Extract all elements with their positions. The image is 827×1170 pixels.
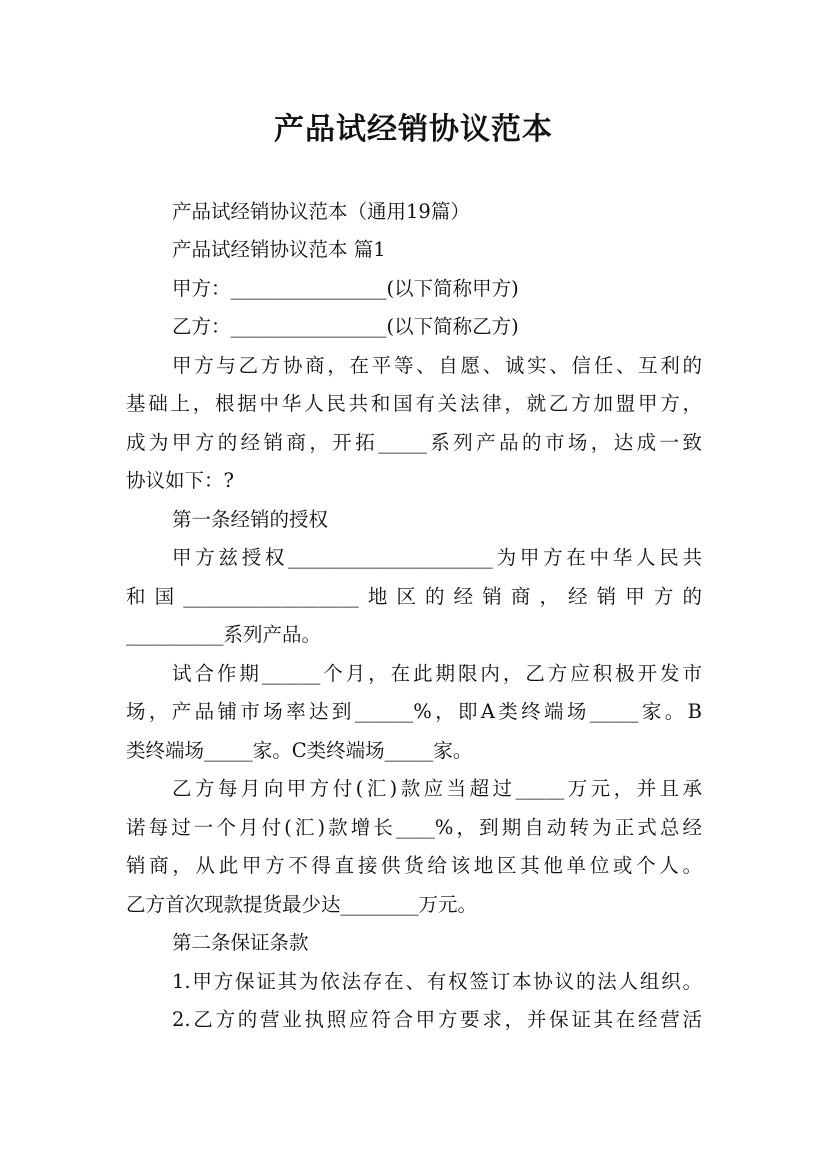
article-heading: 第一条经销的授权 — [172, 508, 329, 531]
paragraph-line: 和国__________________地区的经销商，经销甲方的 — [126, 585, 702, 608]
party-b-line: 乙方：________________(以下简称乙方) — [172, 315, 519, 338]
paragraph-line: 甲方兹授权_____________________为甲方在中华人民共 — [172, 546, 702, 569]
section-heading: 产品试经销协议范本 篇1 — [172, 238, 386, 261]
paragraph-line: 诺每过一个月付(汇)款增长____%，到期自动转为正式总经 — [126, 816, 702, 839]
paragraph-line: 试合作期______个月，在此期限内，乙方应积极开发市 — [172, 662, 702, 685]
paragraph-line: 基础上，根据中华人民共和国有关法律，就乙方加盟甲方， — [126, 392, 702, 415]
paragraph-line: 乙方每月向甲方付(汇)款应当超过_____万元，并且承 — [172, 777, 702, 800]
paragraph-line: 协议如下：? — [126, 469, 234, 492]
paragraph-line: 场，产品铺市场率达到______%，即A类终端场_____家。B — [126, 700, 702, 723]
paragraph-line: 2.乙方的营业执照应符合甲方要求，并保证其在经营活 — [172, 1008, 702, 1031]
paragraph-line: 1.甲方保证其为依法存在、有权签订本协议的法人组织。 — [172, 970, 702, 993]
document-title: 产品试经销协议范本 — [274, 112, 553, 147]
paragraph-line: 甲方与乙方协商，在平等、自愿、诚实、信任、互利的 — [172, 354, 702, 377]
subtitle-line: 产品试经销协议范本（通用19篇） — [172, 200, 470, 223]
article-heading: 第二条保证条款 — [172, 931, 309, 954]
paragraph-line: 类终端场_____家。C类终端场_____家。 — [126, 739, 473, 762]
paragraph-line: __________系列产品。 — [126, 623, 322, 646]
paragraph-line: 乙方首次现款提货最少达________万元。 — [126, 893, 478, 916]
party-a-line: 甲方：________________(以下简称甲方) — [172, 277, 519, 300]
paragraph-line: 成为甲方的经销商，开拓_____系列产品的市场，达成一致 — [126, 431, 702, 454]
paragraph-line: 销商，从此甲方不得直接供货给该地区其他单位或个人。 — [126, 854, 702, 877]
